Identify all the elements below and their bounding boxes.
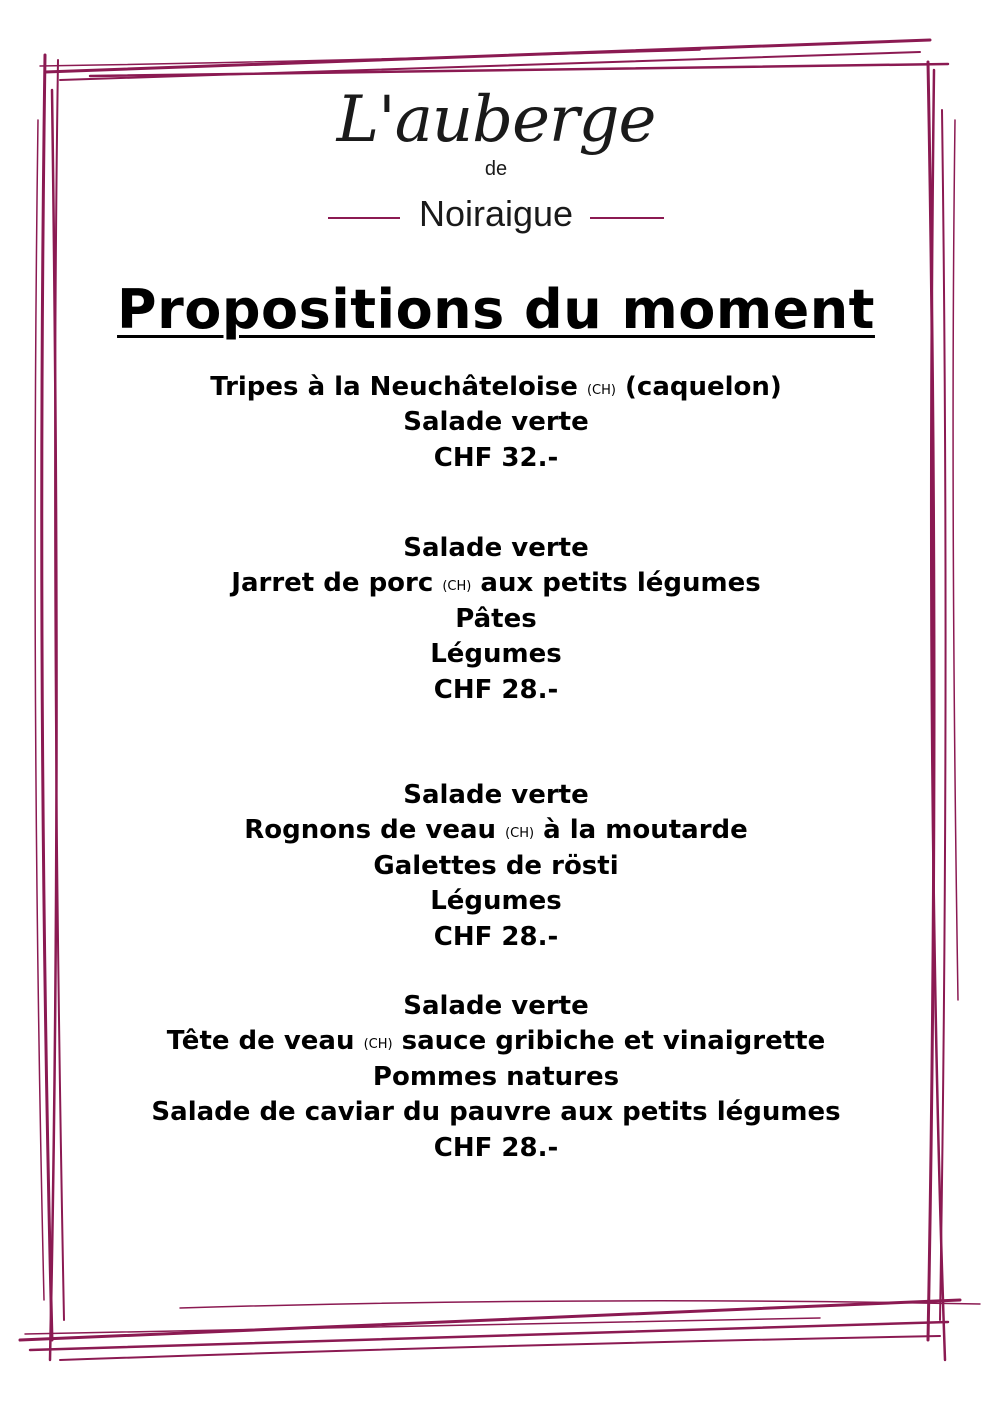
menu-item-text: Tripes à la Neuchâteloise (210, 372, 578, 402)
menu-line (0, 1024, 992, 1059)
menu-line (0, 405, 992, 440)
menu-item-text-after: (caquelon) (625, 372, 782, 402)
menu-item-text: CHF 28.- (433, 1132, 559, 1163)
menu-item-text: Légumes (430, 886, 562, 917)
menu-line (0, 813, 992, 848)
logo-rule-right (590, 217, 664, 219)
menu-line (0, 673, 992, 708)
menu-item-text: Tête de veau (166, 1026, 355, 1057)
menu-line (0, 370, 992, 405)
menu-line (0, 778, 992, 813)
menu-item-text: CHF 32.- (433, 442, 559, 473)
menu-line (0, 441, 992, 476)
menu-item-text: Salade verte (403, 533, 589, 563)
menu-item-text: Jarret de porc (231, 568, 434, 599)
logo-place-name: Noiraigue (418, 193, 574, 234)
menu-line (0, 602, 992, 637)
menu-block (0, 531, 992, 708)
origin-tag: (CH) (505, 826, 535, 842)
logo-rule-left (328, 217, 400, 219)
menu-line (0, 920, 992, 955)
restaurant-logo (0, 80, 992, 250)
menu-item-text: Pommes natures (372, 1061, 620, 1092)
menu-line (0, 989, 992, 1024)
menu-line (0, 531, 992, 566)
menu-item-text: Salade verte (403, 991, 589, 1021)
menu-item-text: Salade de caviar du pauvre aux petits légumes (151, 1097, 841, 1128)
menu-line (0, 1060, 992, 1095)
menu-line (0, 637, 992, 672)
menu-item-text: Galettes de rösti (373, 850, 619, 881)
menu-block (0, 370, 992, 476)
menu-line (0, 1131, 992, 1166)
logo-script-name: L'auberge (336, 83, 656, 157)
menu-line (0, 849, 992, 884)
origin-tag: (CH) (363, 1037, 393, 1053)
menu-item-text: Pâtes (455, 603, 537, 634)
menu-item-text: Salade verte (403, 780, 589, 810)
origin-tag: (CH) (586, 383, 616, 398)
menu-item-text-after: à la moutarde (543, 815, 748, 846)
menu-line (0, 884, 992, 919)
origin-tag: (CH) (442, 579, 472, 595)
menu-block (0, 989, 992, 1166)
menu-item-text-after: sauce gribiche et vinaigrette (401, 1026, 826, 1057)
menu-item-text: CHF 28.- (433, 674, 559, 705)
menu-line (0, 566, 992, 601)
menu-line (0, 1095, 992, 1130)
menu-item-text: CHF 28.- (433, 921, 559, 952)
menu-item-text-after: aux petits légumes (480, 568, 761, 599)
page-title: Propositions du moment (117, 278, 875, 341)
menu-item-text: Légumes (430, 639, 562, 670)
menu-item-text: Salade verte (403, 407, 589, 438)
logo-connector: de (484, 158, 508, 180)
menu-block (0, 778, 992, 955)
menu-item-text: Rognons de veau (244, 815, 497, 846)
